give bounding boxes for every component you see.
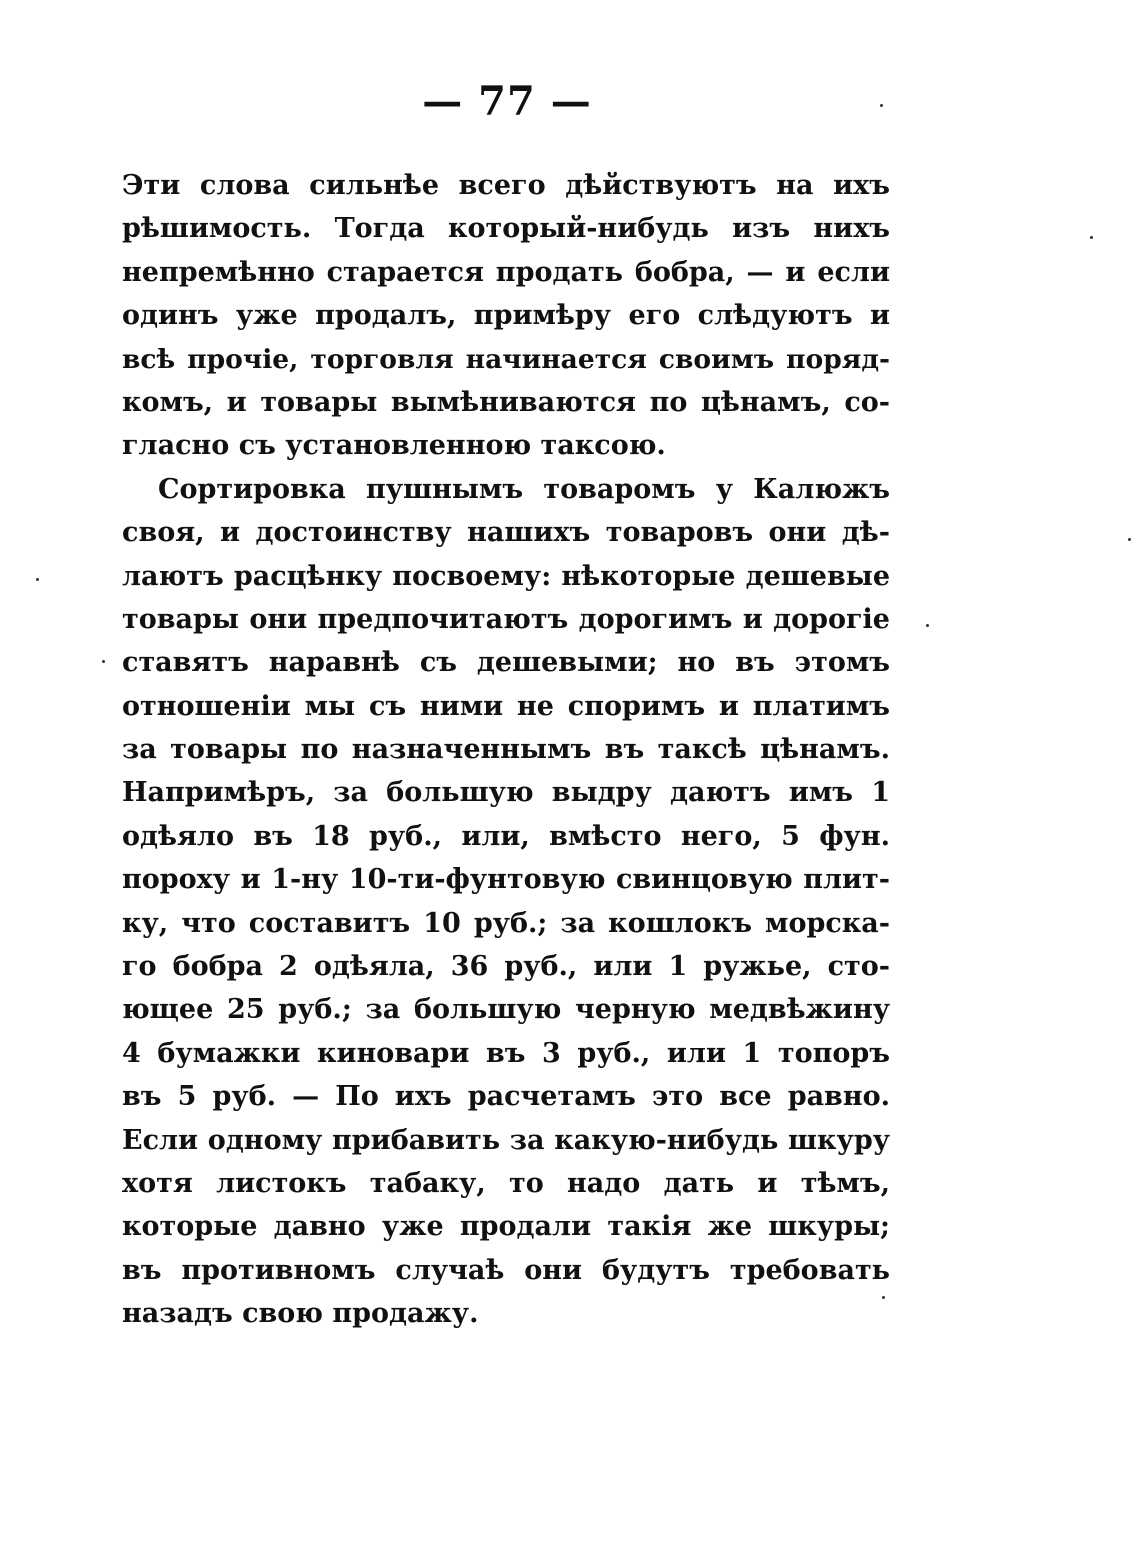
text-line: товары они предпочитаютъ дорогимъ и дорогіе [122,603,890,635]
text-line: въ противномъ случаѣ они будутъ требовать [122,1254,890,1286]
text-line: за товары по назначеннымъ въ таксѣ цѣнамъ. [122,734,890,766]
text-line: назадъ свою продажу. [122,1298,479,1330]
text-line: хотя листокъ табаку, то надо дать и тѣмъ, [122,1167,890,1199]
text-line: Напримѣръ, за большую выдру даютъ имъ 1 [122,777,890,809]
text-line: Сортировка пушнымъ товаромъ у Калюжъ [158,473,890,505]
text-line: Если одному прибавить за какую-нибудь шкуру [122,1124,890,1156]
text-line: которые давно уже продали такія же шкуры; [122,1211,890,1243]
text-line: гласно съ установленною таксою. [122,430,666,462]
text-line: всѣ прочіе, торговля начинается своимъ поряд- [122,343,890,375]
text-line: одѣяло въ 18 руб., или, вмѣсто него, 5 фун. [122,820,890,852]
page-number: — 77 — [422,78,592,125]
scan-speck [882,1296,885,1299]
text-line: ющее 25 руб.; за большую черную медвѣжину [122,994,890,1026]
body-text [122,164,890,1336]
text-line: пороху и 1-ну 10-ти-фунтовую свинцовую плит- [122,864,890,896]
scan-speck [1128,538,1131,541]
scan-speck [926,624,929,627]
text-line: го бобра 2 одѣяла, 36 руб., или 1 ружье, сто- [122,951,890,983]
text-line: ставятъ наравнѣ съ дешевыми; но въ этомъ [122,647,890,679]
scan-speck [36,578,39,581]
text-line: непремѣнно старается продать бобра, — и если [122,256,890,288]
text-line: лаютъ расцѣнку посвоему: нѣкоторые дешевые [122,560,890,592]
scan-speck [1090,236,1093,239]
scan-speck [880,104,883,107]
text-line: рѣшимость. Тогда который-нибудь изъ нихъ [122,213,890,245]
text-line: Эти слова сильнѣе всего дѣйствуютъ на ихъ [122,170,890,201]
text-line: отношеніи мы съ ними не споримъ и платимъ [122,690,890,722]
text-line: комъ, и товары вымѣниваются по цѣнамъ, со- [122,386,890,418]
text-line: 4 бумажки киновари въ 3 руб., или 1 топоръ [122,1037,890,1069]
text-line: въ 5 руб. — По ихъ расчетамъ это все равно. [122,1081,890,1113]
text-line: ку, что составитъ 10 руб.; за кошлокъ морска- [122,907,890,939]
text-line: одинъ уже продалъ, примѣру его слѣдуютъ и [122,300,890,332]
text-line: своя, и достоинству нашихъ товаровъ они дѣ- [122,517,890,549]
scan-speck [102,660,105,663]
